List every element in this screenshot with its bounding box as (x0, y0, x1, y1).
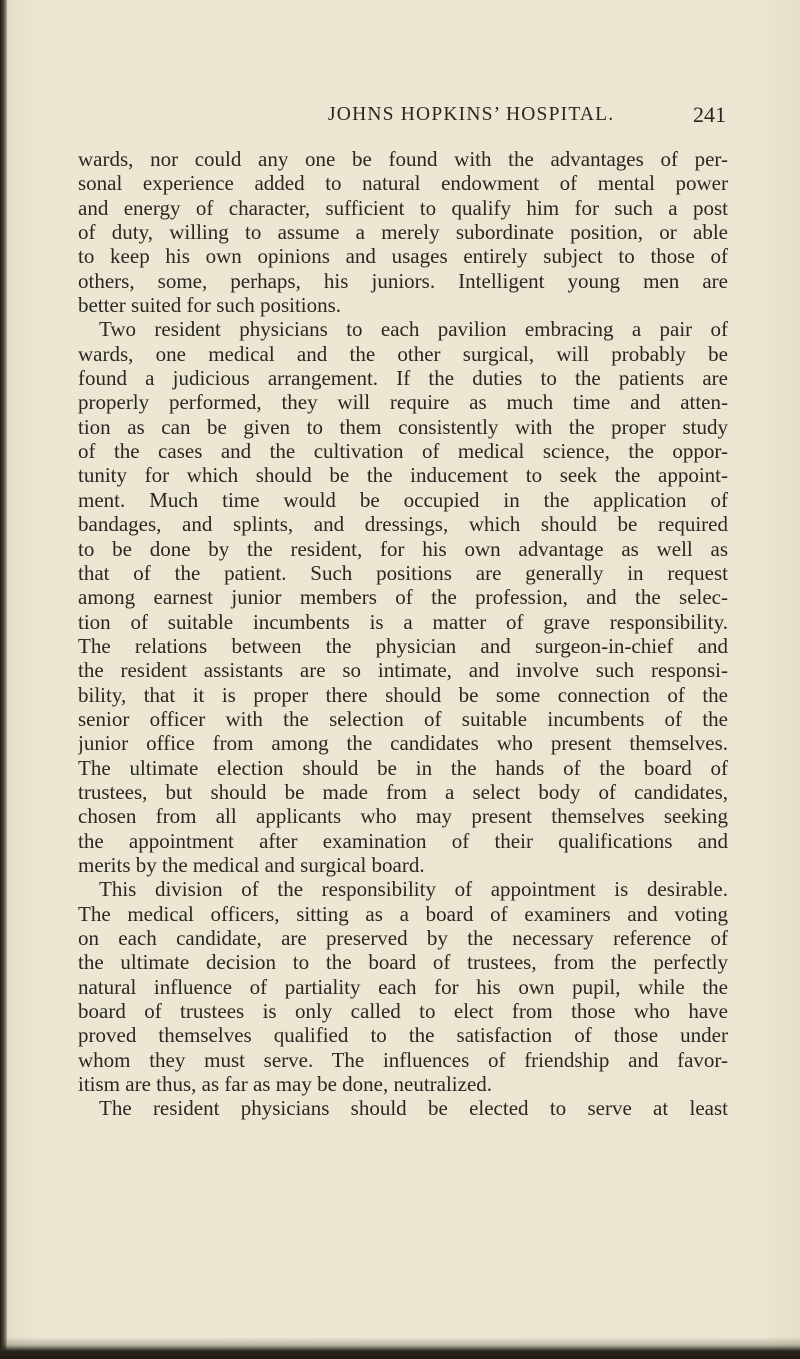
page-header (78, 96, 728, 128)
binding-edge (0, 0, 7, 1359)
text-line: whom they must serve. The influences of friendship and favor- (78, 1047, 728, 1072)
running-title: JOHNS HOPKINS’ HOSPITAL. (328, 104, 615, 125)
text-line: wards, one medical and the other surgical, will probably be (78, 341, 728, 366)
text-line: tunity for which should be the inducement to seek the appoint- (78, 463, 728, 488)
text-line: sonal experience added to natural endowment of mental power (78, 171, 728, 196)
text-line: the resident assistants are so intimate, and involve such responsi- (78, 658, 728, 683)
text-line: to be done by the resident, for his own advantage as well as (78, 536, 728, 561)
text-line: The resident physicians should be elected to serve at least (99, 1096, 728, 1121)
text-line: chosen from all applicants who may present themselves seeking (78, 804, 728, 829)
text-line: trustees, but should be made from a select body of candidates, (78, 779, 728, 804)
body-text (78, 147, 728, 1121)
text-line: wards, nor could any one be found with the advantages of per- (78, 147, 728, 171)
text-line: bandages, and splints, and dressings, which should be required (78, 512, 728, 537)
text-line: to keep his own opinions and usages entirely subject to those of (78, 244, 728, 269)
text-line: junior office from among the candidates who present themselves. (78, 731, 728, 756)
text-line: and energy of character, sufficient to qualify him for such a post (78, 195, 728, 220)
text-line: better suited for such positions. (78, 293, 342, 318)
text-line: The ultimate election should be in the hands of the board of (78, 755, 728, 780)
text-line: tion as can be given to them consistently with the proper study (78, 414, 728, 439)
text-line: board of trustees is only called to elect from those who have (78, 999, 728, 1024)
bottom-edge-shadow (0, 1337, 800, 1359)
text-line: of duty, willing to assume a merely subordinate position, or able (78, 220, 728, 245)
text-line: itism are thus, as far as may be done, neutralized. (78, 1072, 493, 1097)
text-line: natural influence of partiality each for his own pupil, while the (78, 974, 728, 999)
text-line: merits by the medical and surgical board. (78, 852, 425, 877)
text-line: of the cases and the cultivation of medical science, the oppor- (78, 439, 728, 464)
text-line: that of the patient. Such positions are generally in request (78, 560, 728, 585)
text-line: proved themselves qualified to the satisfaction of those under (78, 1023, 728, 1048)
text-line: properly performed, they will require as much time and atten- (78, 390, 728, 415)
text-line: senior officer with the selection of suitable incumbents of the (78, 706, 728, 731)
text-line: on each candidate, are preserved by the necessary reference of (78, 926, 728, 950)
text-line: The medical officers, sitting as a board of examiners and voting (78, 901, 728, 926)
text-line: The relations between the physician and surgeon-in-chief and (78, 633, 728, 658)
text-line: the appointment after examination of their qualifications and (78, 828, 728, 853)
text-line: Two resident physicians to each pavilion embracing a pair of (99, 317, 728, 342)
text-line: others, some, perhaps, his juniors. Intelligent young men are (78, 268, 728, 293)
page-number: 241 (693, 102, 726, 127)
text-line: the ultimate decision to the board of trustees, from the perfectly (78, 950, 728, 975)
text-line: ment. Much time would be occupied in the application of (78, 487, 728, 512)
text-line: bility, that it is proper there should be some connection of the (78, 682, 728, 707)
text-line: This division of the responsibility of appointment is desirable. (99, 877, 728, 902)
text-line: tion of suitable incumbents is a matter of grave responsibility. (78, 609, 728, 634)
text-line: found a judicious arrangement. If the duties to the patients are (78, 366, 728, 391)
text-line: among earnest junior members of the profession, and the selec- (78, 585, 728, 610)
